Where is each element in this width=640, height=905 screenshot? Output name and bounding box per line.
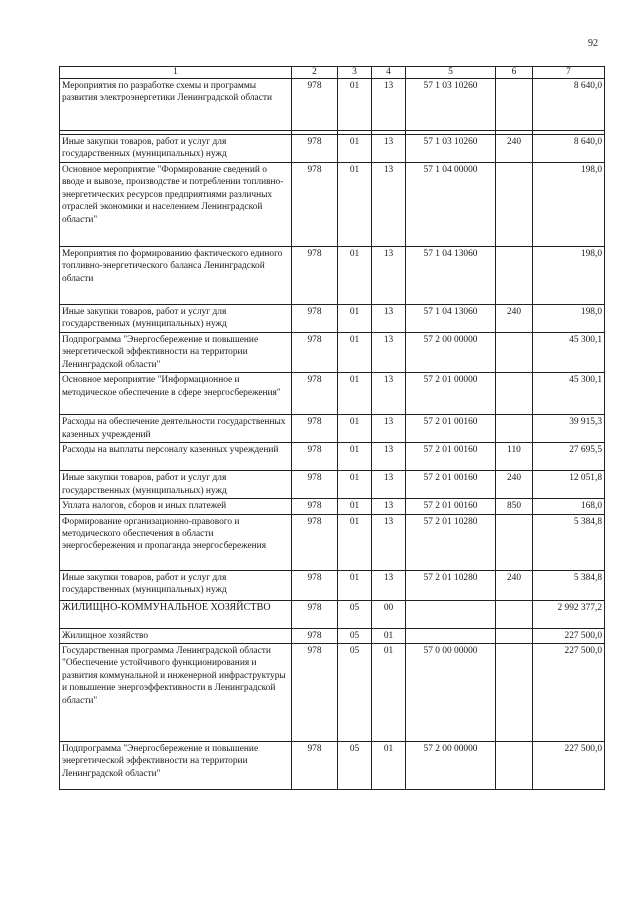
row-name: Основное мероприятие "Формирование сведений о вводе и вывозе, производстве и потреблении топливно-энергетических ресурсов предприятиями различных отраслей экономики и населением Ленинградской области"	[60, 163, 292, 247]
row-sum: 8 640,0	[533, 79, 605, 131]
header-cell: 5	[406, 67, 496, 79]
row-name: Иные закупки товаров, работ и услуг для государственных (муниципальных) нужд	[60, 471, 292, 499]
row-name: Мероприятия по разработке схемы и программы развития электроэнергетики Ленинградской области	[60, 79, 292, 131]
row-vr	[496, 373, 533, 415]
table-row	[60, 135, 605, 163]
row-pr: 13	[372, 570, 406, 600]
row-pr: 01	[372, 628, 406, 643]
table-row	[60, 79, 605, 131]
row-rz: 01	[338, 247, 372, 305]
row-vr: 240	[496, 471, 533, 499]
row-pr: 00	[372, 600, 406, 628]
row-ved: 978	[292, 135, 338, 163]
row-sum: 27 695,5	[533, 443, 605, 471]
row-vr	[496, 333, 533, 373]
row-sum: 2 992 377,2	[533, 600, 605, 628]
row-rz: 01	[338, 333, 372, 373]
row-sum: 5 384,8	[533, 570, 605, 600]
row-vr	[496, 163, 533, 247]
row-pr: 13	[372, 471, 406, 499]
row-sum: 5 384,8	[533, 514, 605, 570]
row-sum: 45 300,1	[533, 333, 605, 373]
row-sum: 198,0	[533, 163, 605, 247]
row-ved: 978	[292, 499, 338, 514]
row-pr: 13	[372, 247, 406, 305]
row-ved: 978	[292, 333, 338, 373]
header-cell: 3	[338, 67, 372, 79]
table-row	[60, 600, 605, 628]
row-ved: 978	[292, 514, 338, 570]
row-csr: 57 2 00 00000	[406, 742, 496, 790]
row-csr: 57 0 00 00000	[406, 644, 496, 742]
budget-table	[59, 66, 605, 790]
row-ved: 978	[292, 600, 338, 628]
row-pr: 13	[372, 373, 406, 415]
row-name: Мероприятия по формированию фактического единого топливно-энергетического баланса Ленинградской области	[60, 247, 292, 305]
row-ved: 978	[292, 644, 338, 742]
row-pr: 01	[372, 742, 406, 790]
row-name: Жилищное хозяйство	[60, 628, 292, 643]
row-pr: 13	[372, 443, 406, 471]
row-ved: 978	[292, 570, 338, 600]
table-row	[60, 163, 605, 247]
table-row	[60, 570, 605, 600]
row-rz: 05	[338, 628, 372, 643]
row-name: Подпрограмма "Энергосбережение и повышение энергетической эффективности на территории Ленинградской области"	[60, 742, 292, 790]
row-pr: 13	[372, 79, 406, 131]
table-row	[60, 644, 605, 742]
row-vr	[496, 514, 533, 570]
row-csr: 57 2 01 00160	[406, 499, 496, 514]
row-rz: 05	[338, 742, 372, 790]
row-csr	[406, 600, 496, 628]
row-pr: 13	[372, 415, 406, 443]
row-sum: 39 915,3	[533, 415, 605, 443]
row-vr	[496, 628, 533, 643]
table-row	[60, 499, 605, 514]
row-csr: 57 2 01 10280	[406, 570, 496, 600]
table-row	[60, 742, 605, 790]
row-csr: 57 1 04 13060	[406, 247, 496, 305]
row-sum: 168,0	[533, 499, 605, 514]
row-vr: 240	[496, 570, 533, 600]
table-row	[60, 333, 605, 373]
row-csr: 57 2 01 10280	[406, 514, 496, 570]
row-rz: 01	[338, 443, 372, 471]
row-ved: 978	[292, 443, 338, 471]
row-ved: 978	[292, 79, 338, 131]
row-name: Иные закупки товаров, работ и услуг для государственных (муниципальных) нужд	[60, 570, 292, 600]
row-csr	[406, 628, 496, 643]
row-rz: 05	[338, 600, 372, 628]
row-rz: 01	[338, 471, 372, 499]
row-rz: 01	[338, 373, 372, 415]
row-vr	[496, 742, 533, 790]
row-name: Основное мероприятие "Информационное и методическое обеспечение в сфере энергосбережения"	[60, 373, 292, 415]
row-vr	[496, 600, 533, 628]
row-pr: 13	[372, 305, 406, 333]
row-ved: 978	[292, 415, 338, 443]
row-sum: 198,0	[533, 247, 605, 305]
row-rz: 01	[338, 570, 372, 600]
row-csr: 57 1 04 00000	[406, 163, 496, 247]
header-cell: 6	[496, 67, 533, 79]
row-name: Формирование организационно-правового и методического обеспечения в области энергосбережения и пропаганда энергосбережения	[60, 514, 292, 570]
row-vr: 850	[496, 499, 533, 514]
row-vr	[496, 247, 533, 305]
row-pr: 13	[372, 499, 406, 514]
table-row	[60, 415, 605, 443]
table-row	[60, 305, 605, 333]
row-name: Подпрограмма "Энергосбережение и повышение энергетической эффективности на территории Ленинградской области"	[60, 333, 292, 373]
row-sum: 227 500,0	[533, 628, 605, 643]
row-pr: 13	[372, 333, 406, 373]
table-row	[60, 247, 605, 305]
row-vr	[496, 415, 533, 443]
row-rz: 01	[338, 163, 372, 247]
row-name: Расходы на выплаты персоналу казенных учреждений	[60, 443, 292, 471]
table-row	[60, 628, 605, 643]
row-vr: 110	[496, 443, 533, 471]
row-rz: 01	[338, 499, 372, 514]
row-rz: 01	[338, 415, 372, 443]
row-csr: 57 2 01 00000	[406, 373, 496, 415]
row-name: Иные закупки товаров, работ и услуг для государственных (муниципальных) нужд	[60, 135, 292, 163]
header-cell: 1	[60, 67, 292, 79]
table-row	[60, 443, 605, 471]
row-ved: 978	[292, 373, 338, 415]
row-sum: 198,0	[533, 305, 605, 333]
header-cell: 4	[372, 67, 406, 79]
table-row	[60, 373, 605, 415]
row-pr: 01	[372, 644, 406, 742]
row-ved: 978	[292, 163, 338, 247]
row-rz: 05	[338, 644, 372, 742]
header-cell: 2	[292, 67, 338, 79]
row-rz: 01	[338, 305, 372, 333]
row-ved: 978	[292, 305, 338, 333]
row-csr: 57 2 01 00160	[406, 471, 496, 499]
row-csr: 57 1 04 13060	[406, 305, 496, 333]
row-vr: 240	[496, 305, 533, 333]
row-csr: 57 1 03 10260	[406, 135, 496, 163]
row-sum: 227 500,0	[533, 644, 605, 742]
row-name: ЖИЛИЩНО-КОММУНАЛЬНОЕ ХОЗЯЙСТВО	[60, 600, 292, 628]
row-sum: 8 640,0	[533, 135, 605, 163]
row-ved: 978	[292, 628, 338, 643]
table-row	[60, 514, 605, 570]
row-sum: 227 500,0	[533, 742, 605, 790]
row-rz: 01	[338, 514, 372, 570]
row-csr: 57 2 00 00000	[406, 333, 496, 373]
row-ved: 978	[292, 247, 338, 305]
row-csr: 57 1 03 10260	[406, 79, 496, 131]
row-csr: 57 2 01 00160	[406, 443, 496, 471]
row-sum: 12 051,8	[533, 471, 605, 499]
header-cell: 7	[533, 67, 605, 79]
row-ved: 978	[292, 742, 338, 790]
row-pr: 13	[372, 135, 406, 163]
row-ved: 978	[292, 471, 338, 499]
row-name: Уплата налогов, сборов и иных платежей	[60, 499, 292, 514]
row-csr: 57 2 01 00160	[406, 415, 496, 443]
row-vr: 240	[496, 135, 533, 163]
row-pr: 13	[372, 163, 406, 247]
row-rz: 01	[338, 135, 372, 163]
row-sum: 45 300,1	[533, 373, 605, 415]
page-number: 92	[588, 38, 598, 49]
row-vr	[496, 644, 533, 742]
row-name: Иные закупки товаров, работ и услуг для государственных (муниципальных) нужд	[60, 305, 292, 333]
row-name: Государственная программа Ленинградской области "Обеспечение устойчивого функционирования и развития коммунальной и инженерной инфраструктуры и повышение энергоэффективности в Ленинградской области"	[60, 644, 292, 742]
table-row	[60, 471, 605, 499]
row-rz: 01	[338, 79, 372, 131]
table-header-row	[60, 67, 605, 79]
row-name: Расходы на обеспечение деятельности государственных казенных учреждений	[60, 415, 292, 443]
row-vr	[496, 79, 533, 131]
row-pr: 13	[372, 514, 406, 570]
